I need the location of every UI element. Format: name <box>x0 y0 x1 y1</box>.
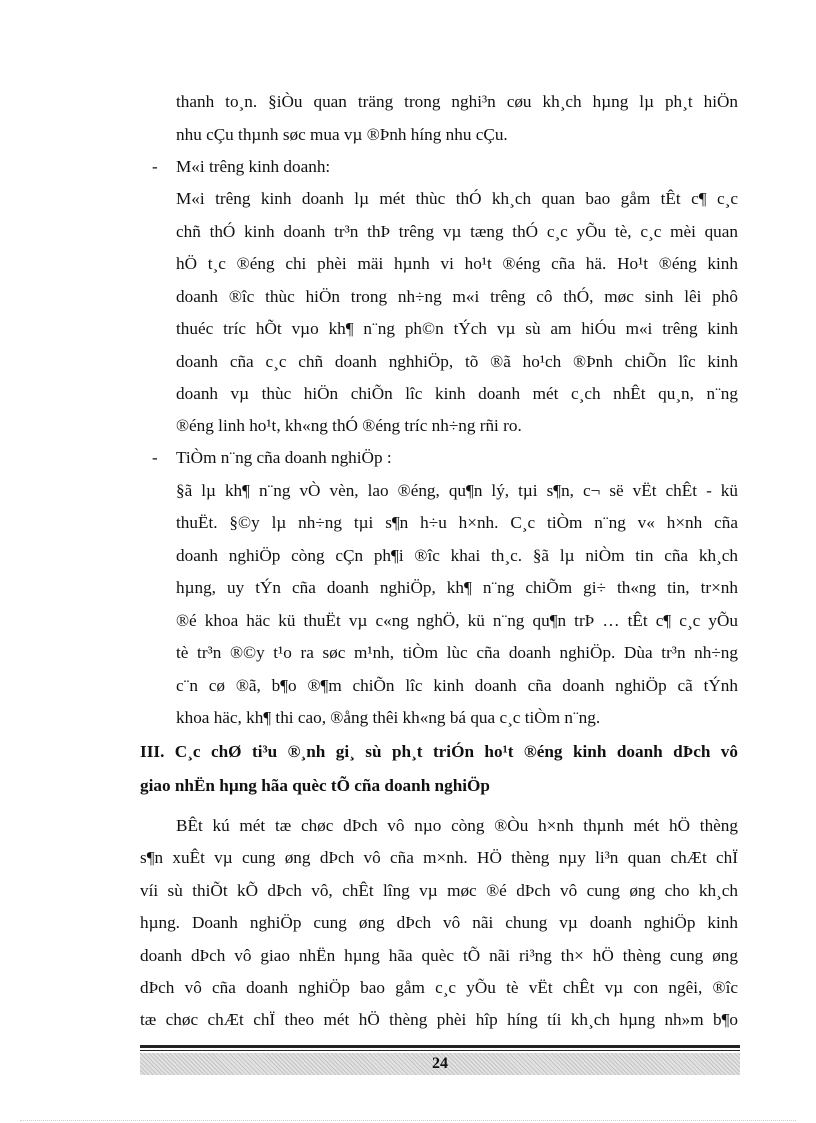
text-line: §ã lµ kh¶ n¨ng vÒ vèn, lao ®éng, qu¶n lý, tµi s¶n, c¬ së vËt chÊt - kü <box>176 481 738 500</box>
page-number: 24 <box>432 1055 448 1072</box>
page-bottom-divider <box>20 1120 796 1121</box>
text-line: nhu cÇu thµnh søc mua vµ ®Þnh híng nhu cÇu. <box>176 125 508 144</box>
text-line: víi sù thiÕt kÕ dÞch vô, chÊt lîng vµ møc ®é dÞch vô cung øng cho kh¸ch <box>140 881 738 900</box>
text-line: tæ chøc chÆt chÏ theo mét hÖ thèng phèi hîp híng tíi kh¸ch hµng nh»m b¶o <box>140 1010 738 1029</box>
text-line: hÖ t¸c ®éng chi phèi mäi hµnh vi ho¹t ®éng cña hä. Ho¹t ®éng kinh <box>176 254 738 273</box>
text-line: doanh ®îc thùc hiÖn trong nh÷ng m«i trêng cô thÓ, møc sinh lêi phô <box>176 287 738 306</box>
section-heading-continued: giao nhËn hµng hãa quèc tÕ cña doanh nghiÖp <box>140 776 490 795</box>
list-item-heading: M«i trêng kinh doanh: <box>176 157 331 176</box>
text-line: ®é khoa häc kü thuËt vµ c«ng nghÖ, kü n¨ng qu¶n trÞ … tÊt c¶ c¸c yÕu <box>176 611 738 630</box>
text-line: doanh dÞch vô giao nhËn hµng hãa quèc tÕ nãi ri³ng th× hÖ thèng cung øng <box>140 946 738 965</box>
text-line: thanh to¸n. §iÒu quan träng trong nghi³n cøu kh¸ch hµng lµ ph¸t hiÖn <box>176 92 738 111</box>
text-line: doanh vµ thùc hiÖn chiÕn lîc kinh doanh mét c¸ch nhÊt qu¸n, n¨ng <box>176 384 738 403</box>
text-line: hµng, uy tÝn cña doanh nghiÖp, kh¶ n¨ng chiÕm gi÷ th«ng tin, tr×nh <box>176 578 738 597</box>
text-line: c¨n cø ®ã, b¶o ®¶m chiÕn lîc kinh doanh cña doanh nghiÖp cã tÝnh <box>176 676 738 695</box>
text-line: tè tr³n ®©y t¹o ra søc m¹nh, tiÒm lùc cña doanh nghiÖp. Dùa tr³n nh÷ng <box>176 643 738 662</box>
text-line: dÞch vô cña doanh nghiÖp bao gåm c¸c yÕu tè vËt chÊt vµ con ngêi, ®îc <box>140 978 738 997</box>
section-heading: III. C¸c chØ ti³u ®¸nh gi¸ sù ph¸t triÓn ho¹t ®éng kinh doanh dÞch vô <box>140 742 738 761</box>
text-line: hµng. Doanh nghiÖp cung øng dÞch vô nãi chung vµ doanh nghiÖp kinh <box>140 913 738 932</box>
text-line: ®éng linh ho¹t, kh«ng thÓ ®éng tríc nh÷ng rñi ro. <box>176 416 522 435</box>
list-item-heading: TiÒm n¨ng cña doanh nghiÖp : <box>176 448 392 467</box>
footer-rule <box>140 1045 740 1048</box>
text-line: doanh cña c¸c chñ doanh nghhiÖp, tõ ®ã ho¹ch ®Þnh chiÕn lîc kinh <box>176 352 738 371</box>
text-line: doanh nghiÖp còng cÇn ph¶i ®îc khai th¸c. §ã lµ niÒm tin cña kh¸ch <box>176 546 738 565</box>
bullet-dash: - <box>152 448 158 467</box>
bullet-dash: - <box>152 157 158 176</box>
text-line: khoa häc, kh¶ thi cao, ®ång thêi kh«ng bá qua c¸c tiÒm n¨ng. <box>176 708 601 727</box>
text-line: thuËt. §©y lµ nh÷ng tµi s¶n h÷u h×nh. C¸c tiÒm n¨ng v« h×nh cña <box>176 513 738 532</box>
footer-rule-thin <box>140 1050 740 1051</box>
text-line: thuéc tríc hÕt vµo kh¶ n¨ng ph©n tÝch vµ sù am hiÓu m«i trêng kinh <box>176 319 738 338</box>
text-line: M«i trêng kinh doanh lµ mét thùc thÓ kh¸ch quan bao gåm tÊt c¶ c¸c <box>176 189 738 208</box>
text-line: chñ thÓ kinh doanh tr³n thÞ trêng vµ tæng thÓ c¸c yÕu tè, c¸c mèi quan <box>176 222 738 241</box>
text-line: s¶n xuÊt vµ cung øng dÞch vô cña m×nh. HÖ thèng nµy li³n quan chÆt chÏ <box>140 848 738 867</box>
text-line: BÊt kú mét tæ chøc dÞch vô nµo còng ®Òu h×nh thµnh mét hÖ thèng <box>176 816 738 835</box>
